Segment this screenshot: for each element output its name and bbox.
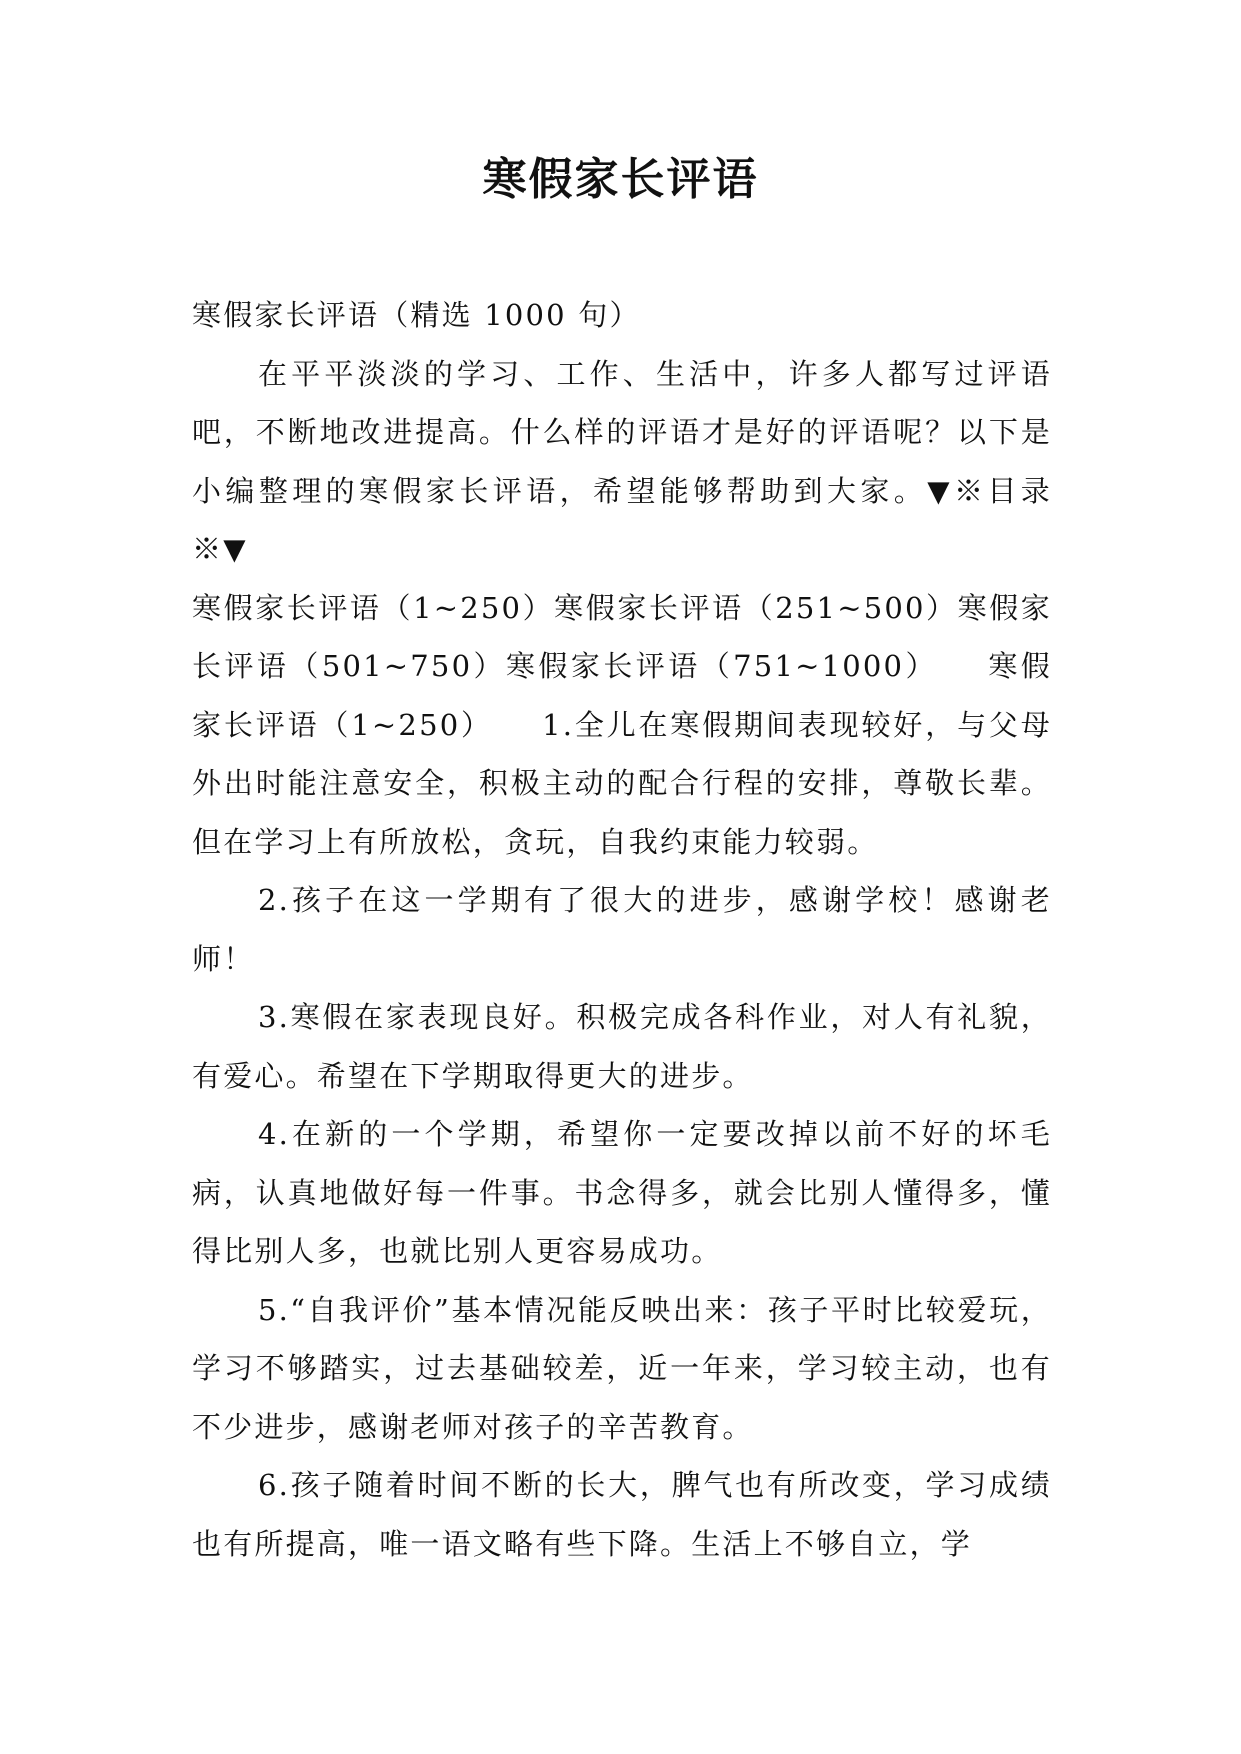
comment-paragraph-5: 5.“自我评价”基本情况能反映出来：孩子平时比较爱玩，学习不够踏实，过去基础较差，近一年来，学习较主动，也有不少进步，感谢老师对孩子的辛苦教育。: [192, 1292, 1052, 1444]
document-title: 寒假家长评语: [482, 154, 759, 205]
intro-paragraph: 在平平淡淡的学习、工作、生活中，许多人都写过评语吧，不断地改进提高。什么样的评语才是好的评语呢？以下是小编整理的寒假家长评语，希望能够帮助到大家。▼※目录※▼: [192, 356, 1052, 566]
comment-paragraph-2: 2.孩子在这一学期有了很大的进步，感谢学校！感谢老师！: [192, 883, 1052, 976]
document-body: [192, 286, 1052, 1573]
comment-paragraph-6: 6.孩子随着时间不断的长大，脾气也有所改变，学习成绩也有所提高，唯一语文略有些下降。生活上不够自立，学: [192, 1468, 1052, 1561]
comment-paragraph-3: 3.寒假在家表现良好。积极完成各科作业，对人有礼貌，有爱心。希望在下学期取得更大的进步。: [192, 1000, 1052, 1093]
comment-paragraph-4: 4.在新的一个学期，希望你一定要改掉以前不好的坏毛病，认真地做好每一件事。书念得多，就会比别人懂得多，懂得比别人多，也就比别人更容易成功。: [192, 1117, 1052, 1268]
document-subtitle: 寒假家长评语（精选 1000 句）: [192, 298, 641, 332]
toc-paragraph: 寒假家长评语（1~250）寒假家长评语（251~500）寒假家长评语（501~750）寒假家长评语（751~1000） 寒假家长评语（1~250） 1.全儿在寒假期间表现较好，与父母外出时能注意安全，积极主动的配合行程的安排，尊敬长辈。但在学习上有所放松，贪玩，自我约束能力较弱。: [192, 590, 1052, 859]
